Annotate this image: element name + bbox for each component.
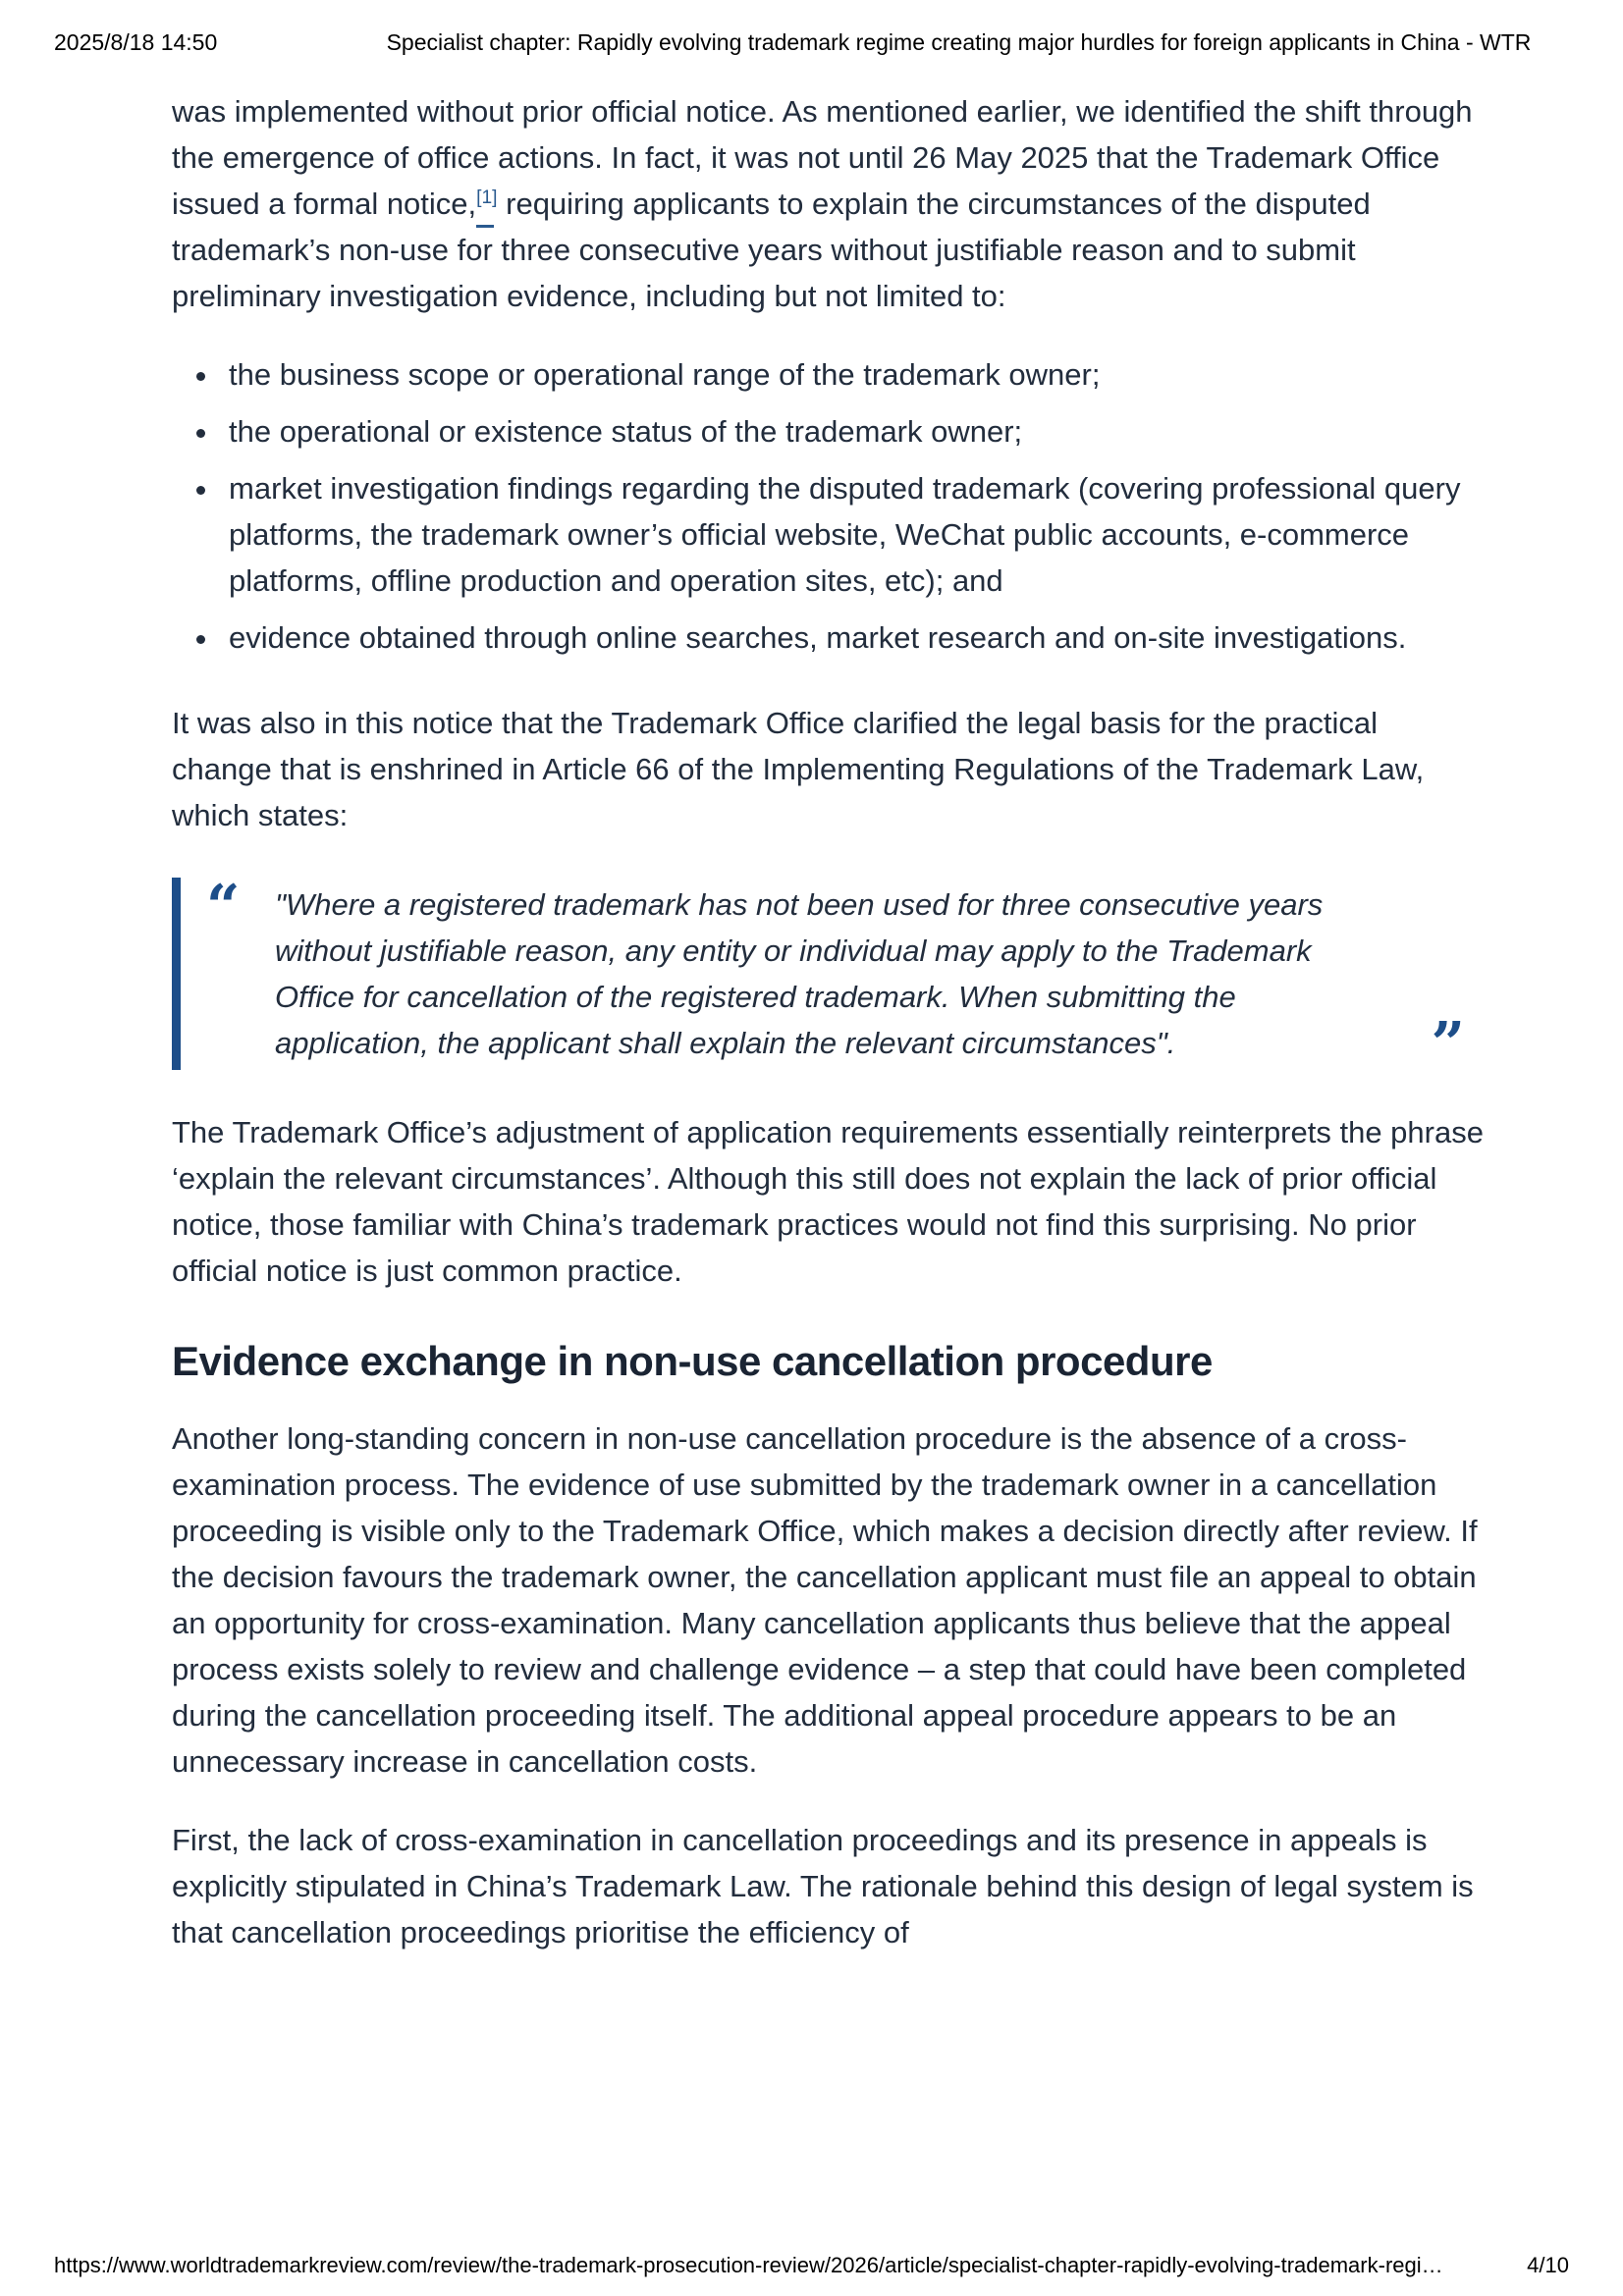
close-quote-icon: ” (1431, 1010, 1465, 1079)
open-quote-icon: “ (206, 873, 241, 941)
footnote-1-link[interactable]: [1] (476, 187, 498, 208)
list-item: • the operational or existence status of the trademark owner; (221, 408, 1485, 454)
blockquote-text: "Where a registered trademark has not been used for three consecutive years without justifiable reason, any entity or individual may apply to the Trademark Office for cancellation of the registered trademark. When submitting the application, the applicant shall explain the relevant circumstances". (275, 887, 1324, 1060)
paragraph-legal-basis: It was also in this notice that the Trademark Office clarified the legal basis for the practical change that is enshrined in Article 66 of the Implementing Regulations of the Trademark Law, which states: (172, 706, 1425, 832)
source-url: https://www.worldtrademarkreview.com/review/the-trademark-prosecution-review/2026/article/specialist-chapter-rapidly-evolving-trademark-regi… (54, 2253, 1443, 2277)
document-title: Specialist chapter: Rapidly evolving trademark regime creating major hurdles for foreign applicants in China - WTR (386, 29, 1532, 55)
page-indicator: 4/10 (1527, 2253, 1569, 2277)
section-heading-evidence-exchange: Evidence exchange in non-use cancellation procedure (172, 1338, 1213, 1384)
paragraph-text: was implemented without prior official notice. As mentioned earlier, we identified the shift through the emergence of office actions. In fact, it was not until 26 May 2025 that the Trademark Office issued a formal notice, (172, 94, 1473, 221)
article-body (172, 88, 1485, 1988)
paragraph-cross-examination-concern: Another long-standing concern in non-use cancellation procedure is the absence of a cross-examination process. The evidence of use submitted by the trademark owner in a cancellation proceeding is visible only to the Trademark Office, which makes a decision directly after review. If the decision favours the trademark owner, the cancellation applicant must file an appeal to obtain an opportunity for cross-examination. Many cancellation applicants thus believe that the appeal process exists solely to review and challenge evidence – a step that could have been completed during the cancellation proceeding itself. The additional appeal procedure appears to be an unnecessary increase in cancellation costs. (172, 1421, 1478, 1779)
paragraph-trademark-law-rationale: First, the lack of cross-examination in cancellation proceedings and its presence in appeals is explicitly stipulated in China’s Trademark Law. The rationale behind this design of legal system is that cancellation proceedings prioritise the efficiency of (172, 1823, 1474, 1949)
paragraph-text: requiring applicants to explain the circumstances of the disputed trademark’s non-use for three consecutive years without justifiable reason and to submit preliminary investigation evidence, including but not limited to: (172, 187, 1371, 313)
print-footer (54, 2253, 1569, 2278)
footnote-reference (476, 187, 497, 208)
list-item: • evidence obtained through online searches, market research and on-site investigations. (221, 614, 1485, 661)
print-header (54, 29, 1569, 56)
paragraph-notice-requirements (172, 88, 1485, 319)
article-66-blockquote (172, 873, 1485, 1079)
print-datetime: 2025/8/18 14:50 (54, 29, 218, 55)
evidence-bullet-list (172, 351, 1485, 661)
list-item: • the business scope or operational range of the trademark owner; (221, 351, 1485, 398)
list-item: • market investigation findings regarding the disputed trademark (covering professional query platforms, the trademark owner’s official website, WeChat public accounts, e-commerce platforms, offline production and operation sites, etc); and (221, 465, 1485, 604)
paragraph-reinterpretation: The Trademark Office’s adjustment of application requirements essentially reinterprets the phrase ‘explain the relevant circumstances’. Although this still does not explain the lack of prior official notice, those familiar with China’s trademark practices would not find this surprising. No prior official notice is just common practice. (172, 1115, 1484, 1288)
